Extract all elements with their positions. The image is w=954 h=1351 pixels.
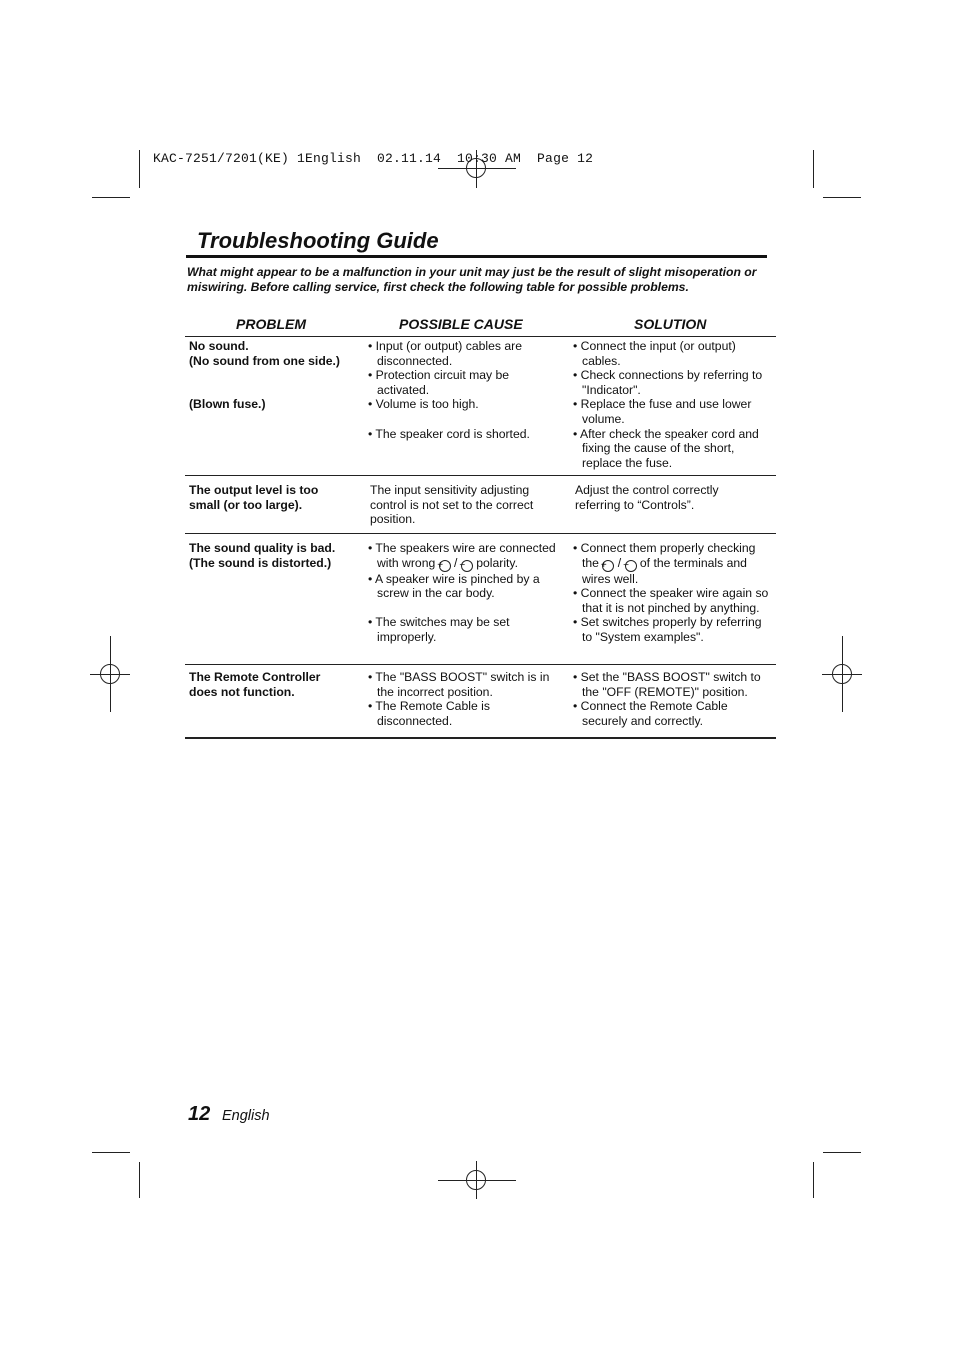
solution-item: • Check connections by referring to "Indicator". [573, 368, 763, 397]
plus-symbol: + [439, 560, 451, 572]
print-slug: KAC-7251/7201(KE) 1English 02.11.14 10:30 AM Page 12 [153, 151, 594, 166]
solution-item: • Connect them properly checking the + / − of the terminals and wires well. [573, 541, 756, 586]
problem-line: (No sound from one side.) [189, 353, 340, 368]
solution-item: • Connect the input (or output) cables. [573, 339, 736, 368]
problem-line: The sound quality is bad. [189, 541, 336, 555]
table-row-2-problem [189, 483, 361, 512]
solution-item: • Set switches properly by referring to "System examples". [573, 615, 762, 644]
title-rule [186, 255, 767, 258]
crop-mark [813, 1162, 814, 1198]
column-header-problem: PROBLEM [236, 316, 306, 332]
page-number: 12 [188, 1103, 211, 1125]
page-title: Troubleshooting Guide [197, 228, 439, 253]
intro-paragraph: What might appear to be a malfunction in your unit may just be the result of slight misoperation or miswiring. Before calling service, first check the following table for possible problems. [187, 265, 757, 294]
table-row-1-solution [573, 339, 775, 470]
table-row-1-problem [189, 339, 361, 412]
table-rule [185, 475, 776, 476]
page-language: English [222, 1108, 270, 1124]
table-rule [185, 664, 776, 665]
column-header-solution: SOLUTION [634, 316, 707, 332]
crop-mark [92, 197, 130, 198]
table-rule [185, 533, 776, 534]
problem-line: The output level is too [189, 483, 319, 497]
problem-line: small (or too large). [189, 497, 303, 512]
crop-mark [823, 1152, 861, 1153]
problem-line: No sound. [189, 339, 249, 353]
cause-item: • Volume is too high. [368, 397, 479, 412]
table-row-3-solution [573, 541, 775, 645]
solution-item: • Connect the speaker wire again so that it is not pinched by anything. [573, 586, 769, 615]
cause-item: • The switches may be set improperly. [368, 615, 510, 644]
table-row-4-solution [573, 670, 775, 728]
cause-item: • The "BASS BOOST" switch is in the incorrect position. [368, 670, 550, 699]
crop-mark [139, 150, 140, 188]
column-header-cause: POSSIBLE CAUSE [399, 316, 523, 332]
problem-line: (The sound is distorted.) [189, 555, 332, 570]
cause-item: • A speaker wire is pinched by a screw in the car body. [368, 571, 540, 601]
cause-item: • Protection circuit may be activated. [368, 368, 510, 397]
cause-item: • Input (or output) cables are disconnected. [368, 339, 522, 368]
solution-item: • Replace the fuse and use lower volume. [573, 397, 752, 426]
table-row-3-problem [189, 541, 361, 570]
table-row-2-solution: Adjust the control correctly referring to “Controls”. [575, 483, 719, 512]
plus-symbol: + [602, 560, 614, 572]
cause-item: • The speakers wire are connected with wrong + / − polarity. [368, 541, 556, 571]
table-rule [185, 336, 776, 337]
table-row-3-cause [368, 541, 564, 645]
minus-symbol: − [461, 560, 473, 572]
table-row-1-cause [368, 339, 564, 441]
crop-mark [92, 1152, 130, 1153]
table-row-4-cause [368, 670, 564, 728]
table-row-4-problem [189, 670, 361, 699]
table-row-2-cause: The input sensitivity adjusting control is not set to the correct position. [370, 483, 534, 527]
problem-line: The Remote Controller [189, 670, 321, 684]
table-rule [185, 737, 776, 739]
crop-mark [813, 150, 814, 188]
problem-line: (Blown fuse.) [189, 397, 266, 412]
minus-symbol: − [625, 560, 637, 572]
solution-item: • Set the "BASS BOOST" switch to the "OFF (REMOTE)" position. [573, 670, 761, 699]
crop-mark [823, 197, 861, 198]
solution-item: • Connect the Remote Cable securely and correctly. [573, 699, 728, 728]
crop-mark [139, 1162, 140, 1198]
problem-line: does not function. [189, 684, 295, 699]
cause-item: • The Remote Cable is disconnected. [368, 699, 490, 728]
solution-item: • After check the speaker cord and fixing the cause of the short, replace the fuse. [573, 426, 759, 470]
cause-item: • The speaker cord is shorted. [368, 426, 530, 441]
